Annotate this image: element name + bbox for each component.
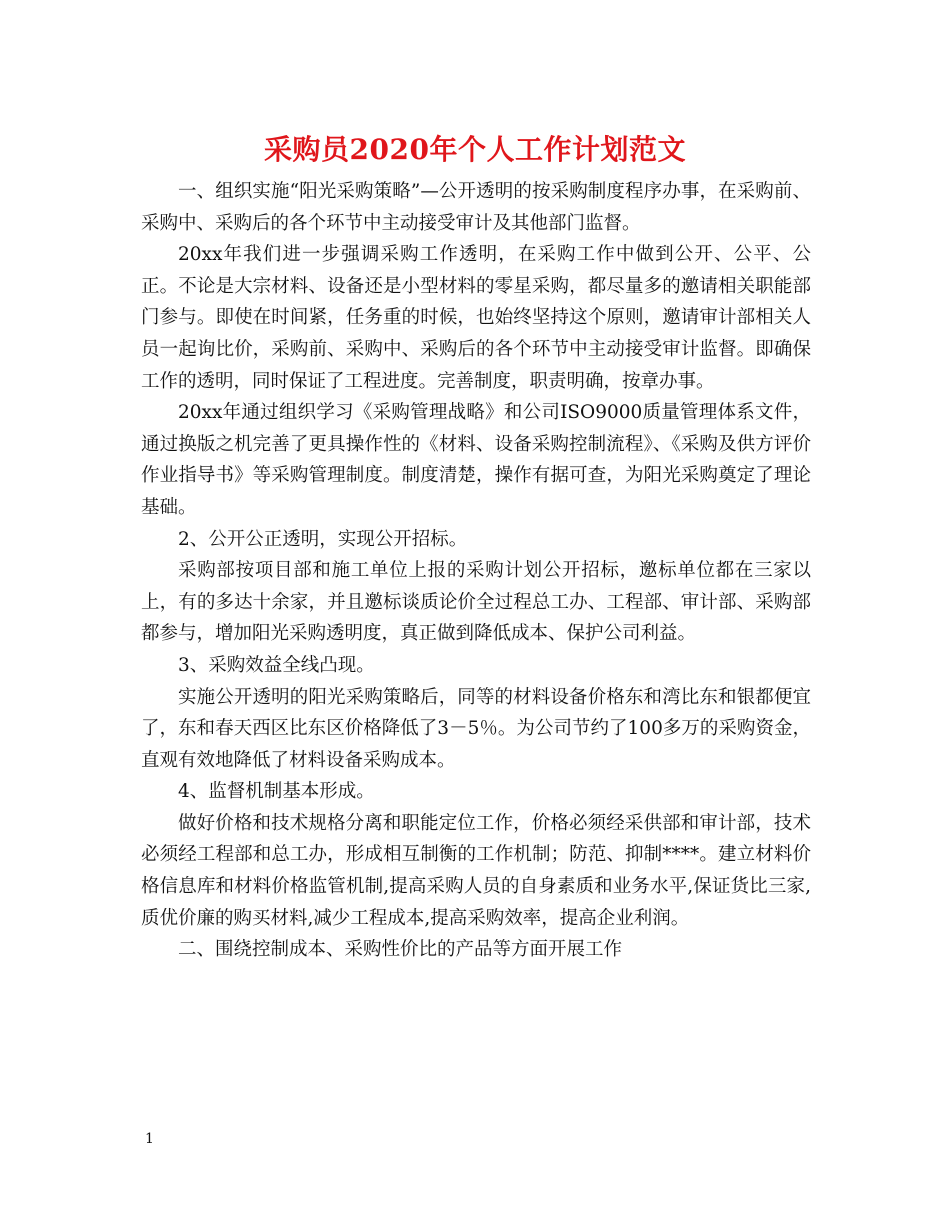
document-body [141, 176, 811, 966]
paragraph-8: 4、监督机制基本形成。 [178, 781, 375, 803]
paragraph-1: 一、组织实施“阳光采购策略”—公开透明的按采购制度程序办事，在采购前、采购中、采购后的各个环节中主动接受审计及其他部门监督。 [141, 181, 811, 234]
paragraph-3: 20xx年通过组织学习《采购管理战略》和公司ISO9000质量管理体系文件，通过换版之机完善了更具操作性的《材料、设备采购控制流程》、《采购及供方评价作业指导书》等采购管理制度。制度清楚，操作有据可查，为阳光采购奠定了理论基础。 [141, 402, 811, 518]
paragraph-5: 采购部按项目部和施工单位上报的采购计划公开招标，邀标单位都在三家以上，有的多达十余家，并且邀标谈质论价全过程总工办、工程部、审计部、采购部都参与，增加阳光采购透明度，真正做到降低成本、保护公司利益。 [141, 560, 811, 645]
page-number: 1 [145, 1131, 154, 1147]
paragraph-4: 2、公开公正透明，实现公开招标。 [178, 528, 468, 550]
paragraph-6: 3、采购效益全线凸现。 [178, 654, 375, 676]
paragraph-10: 二、围绕控制成本、采购性价比的产品等方面开展工作 [178, 939, 623, 961]
paragraph-7: 实施公开透明的阳光采购策略后，同等的材料设备价格东和湾比东和银都便宜了，东和春天西区比东区价格降低了3－5％。为公司节约了100多万的采购资金，直观有效地降低了材料设备采购成本。 [141, 686, 811, 771]
paragraph-9: 做好价格和技术规格分离和职能定位工作，价格必须经采供部和审计部，技术必须经工程部和总工办，形成相互制衡的工作机制；防范、抑制****。建立材料价格信息库和材料价格监管机制,提高采购人员的自身素质和业务水平,保证货比三家,质优价廉的购买材料,减少工程成本,提高采购效率，提高企业利润。 [141, 812, 811, 929]
document-title: 采购员2020年个人工作计划范文 [264, 133, 686, 166]
paragraph-2: 20xx年我们进一步强调采购工作透明，在采购工作中做到公开、公平、公正。不论是大宗材料、设备还是小型材料的零星采购，都尽量多的邀请相关职能部门参与。即使在时间紧，任务重的时候，也始终坚持这个原则，邀请审计部相关人员一起询比价，采购前、采购中、采购后的各个环节中主动接受审计监督。即确保工作的透明，同时保证了工程进度。完善制度，职责明确，按章办事。 [141, 244, 811, 392]
